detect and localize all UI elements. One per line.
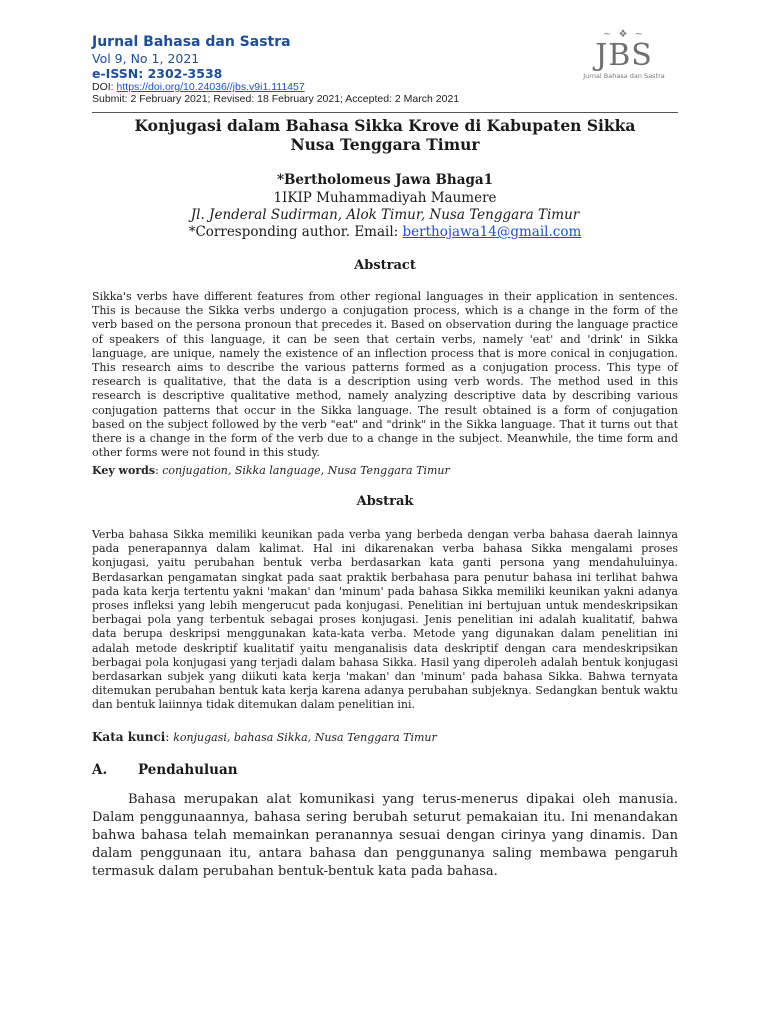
section-body-text: Bahasa merupakan alat komunikasi yang terus-menerus dipakai oleh manusia. Dalam penggunaannya, bahasa sering berubah seturut pemakaian itu. Ini menandakan bahwa bahasa telah memainkan peranannya sesuai dengan cirinya yang dinamis. Dan dalam penggunaan itu, antara bahasa dan penggunanya saling membawa pengaruh termasuk dalam perubahan bentuk-bentuk kata pada bahasa.: [92, 792, 678, 879]
abstrak-heading: Abstrak: [356, 494, 414, 509]
abstrak-keywords: Kata kunci: konjugasi, bahasa Sikka, Nusa Tenggara Timur: [92, 730, 437, 744]
submission-dates: Submit: 2 February 2021; Revised: 18 February 2021; Accepted: 2 March 2021: [92, 93, 460, 105]
kata-kunci-value: konjugasi, bahasa Sikka, Nusa Tenggara Timur: [173, 731, 437, 744]
jbs-logo: [566, 30, 682, 100]
logo-ornament: ~ ❖ ~: [602, 29, 646, 40]
kata-kunci-label: Kata kunci: [92, 730, 166, 744]
abstract-keywords: Key words: conjugation, Sikka language, Nusa Tenggara Timur: [92, 464, 450, 477]
section-title: Pendahuluan: [138, 762, 238, 778]
article-title: [92, 116, 678, 154]
abstrak-text: Verba bahasa Sikka memiliki keunikan pada verba yang berbeda dengan verba bahasa daerah lainnya pada penerapannya dalam kalimat. Hal ini dikarenakan verba bahasa Sikka mengalami proses konjugasi, yaitu perubahan bentuk verba berdasarkan kata ganti persona yang mendahuluinya. Berdasarkan pengamatan singkat pada saat praktik berbahasa para penutur bahasa ini terlihat bahwa pada kata kerja tertentu yakni 'makan' dan 'minum' pada bahasa Sikka memiliki keunikan yakni adanya proses infleksi yang lebih mengerucut pada konjugasi. Penelitian ini bertujuan untuk mendeskripsikan berbagai pola yang terbentuk sebagai proses konjugasi. Jenis penelitian ini adalah kualitatif, bahwa data berupa deskripsi menggunakan kata-kata verba. Metode yang digunakan dalam penelitian ini adalah metode deskriptif kualitatif yaitu menganalisis data deskriptif dengan cara mendeskripsikan berbagai pola konjugasi yang terjadi dalam bahasa Sikka. Hasil yang diperoleh adalah bentuk konjugasi berdasarkan subjek yang diikuti kata kerja 'makan' dan 'minum' pada bahasa Sikka. Bahwa ternyata ditemukan perubahan bentuk kata kerja karena adanya perubahan subjeknya. Sedangkan bentuk waktu dan bentuk laiinnya tidak ditemukan dalam penelitian ini.: [92, 528, 678, 712]
journal-name: Jurnal Bahasa dan Sastra: [92, 34, 291, 50]
logo-mark: JBS: [595, 38, 653, 73]
author-address: Jl. Jenderal Sudirman, Alok Timur, Nusa Tenggara Timur: [190, 207, 580, 223]
section-heading: [92, 762, 238, 779]
author-email-link[interactable]: berthojawa14@gmail.com: [402, 224, 582, 240]
keywords-label: Key words: [92, 464, 156, 477]
doi-link[interactable]: https://doi.org/10.24036//jbs.v9i1.111457: [116, 81, 305, 93]
doi-label: DOI:: [92, 81, 117, 93]
logo-subtitle: Jurnal Bahasa dan Sastra: [583, 72, 665, 80]
section-number: A.: [92, 762, 108, 778]
journal-issn: e-ISSN: 2302-3538: [92, 66, 223, 81]
title-line-1: Konjugasi dalam Bahasa Sikka Krove di Kabupaten Sikka: [134, 116, 636, 135]
keywords-value: conjugation, Sikka language, Nusa Tenggara Timur: [162, 464, 450, 477]
corresponding-author: [92, 224, 678, 241]
corresponding-label: *Corresponding author. Email:: [188, 224, 403, 240]
journal-volume: Vol 9, No 1, 2021: [92, 51, 200, 66]
abstract-heading: Abstract: [354, 258, 416, 273]
header-divider: [92, 112, 678, 113]
abstract-text: Sikka's verbs have different features from other regional languages in their application in sentences. This is because the Sikka verbs undergo a conjugation process, which is a change in the form of the verb based on the persona pronoun that precedes it. Based on observation during the language practice of speakers of this language, it can be seen that certain verbs, namely 'eat' and 'drink' in Sikka language, are unique, namely the existence of an inflection process that is more conical in conjugation. This research aims to describe the various patterns formed as a conjugation process. This type of research is qualitative, that the data is a description using verb words. The method used in this research is descriptive qualitative method, namely analyzing descriptive data by describing various conjugation patterns that occur in the Sikka language. The result obtained is a form of conjugation based on the subject followed by the verb "eat" and "drink" in the Sikka language. That it turns out that there is a change in the form of the verb due to a change in the subject. Meanwhile, the time form and other forms were not found in this study.: [92, 290, 678, 460]
title-line-2: Nusa Tenggara Timur: [290, 135, 480, 154]
author-name: *Bertholomeus Jawa Bhaga1: [276, 172, 494, 188]
author-affiliation: 1IKIP Muhammadiyah Maumere: [273, 190, 497, 206]
